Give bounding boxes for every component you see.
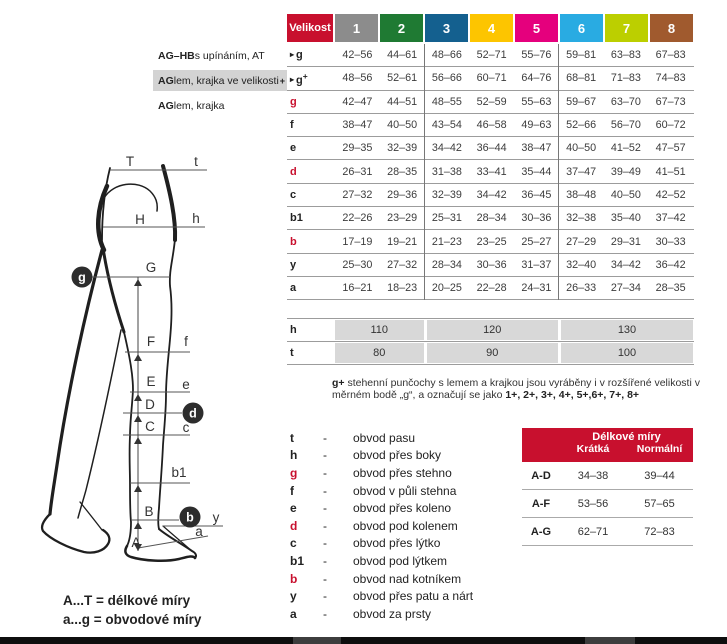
size-value-cell: 74–83 bbox=[655, 72, 686, 85]
size-value-cell: 16–21 bbox=[342, 282, 373, 295]
size-value-cell: 36–45 bbox=[521, 188, 552, 201]
summary-circumference: a...g = obvodové míry bbox=[63, 612, 202, 627]
diagram-label-H: H bbox=[135, 212, 145, 227]
size-value-cell: 37–42 bbox=[655, 212, 686, 225]
size-value-cell: 27–29 bbox=[566, 235, 597, 248]
diagram-label-y: y bbox=[212, 510, 220, 525]
far-foot-instep bbox=[80, 502, 102, 530]
size-header-8: 8 bbox=[650, 14, 693, 42]
legend-dash: - bbox=[323, 448, 327, 463]
legend-item bbox=[290, 499, 473, 517]
ht-value-cell: 90 bbox=[427, 343, 559, 363]
legend-dash: - bbox=[323, 501, 327, 516]
size-value-cell: 44–61 bbox=[387, 49, 418, 62]
size-value-cell: 68–81 bbox=[566, 72, 597, 85]
row-label: y bbox=[290, 258, 297, 271]
b-badge-letter: b bbox=[186, 510, 194, 525]
size-value-cell: 55–76 bbox=[521, 49, 552, 62]
legend-letter: e bbox=[290, 501, 297, 516]
row-label: t bbox=[290, 347, 294, 359]
product-label-text: lem, krajka bbox=[173, 99, 225, 112]
length-table-title: Délkové míry bbox=[592, 431, 661, 443]
length-table-row bbox=[522, 490, 693, 518]
size-table-row bbox=[287, 114, 694, 137]
size-value-cell: 23–25 bbox=[476, 235, 507, 248]
size-value-cell: 42–47 bbox=[342, 95, 373, 108]
thigh-back-contour bbox=[102, 168, 110, 240]
size-value-cell: 42–52 bbox=[655, 188, 686, 201]
legend-item bbox=[290, 464, 473, 482]
row-label: a bbox=[290, 282, 297, 295]
size-value-cell: 28–35 bbox=[387, 165, 418, 178]
length-table-header bbox=[522, 428, 693, 462]
size-table-row bbox=[287, 184, 694, 207]
ht-value-cell: 120 bbox=[427, 320, 559, 340]
legend-dash: - bbox=[323, 553, 327, 568]
size-value-cell: 21–23 bbox=[431, 235, 462, 248]
diagram-label-h: h bbox=[192, 211, 200, 226]
row-label: b1 bbox=[290, 212, 303, 225]
size-value-cell: 25–31 bbox=[431, 212, 462, 225]
thigh-lower-back bbox=[103, 248, 124, 332]
legend-letter: b bbox=[290, 571, 298, 586]
legend-item bbox=[290, 552, 473, 570]
size-value-cell: 46–58 bbox=[476, 119, 507, 132]
size-value-cell: 49–63 bbox=[521, 119, 552, 132]
triangle-marker-icon: ▸ bbox=[290, 50, 295, 60]
thigh-front-stroke bbox=[163, 166, 175, 240]
size-value-cell: 24–31 bbox=[521, 282, 552, 295]
size-table-row bbox=[287, 91, 694, 114]
diagram-label-A: A bbox=[131, 535, 141, 550]
row-label: e bbox=[290, 142, 297, 155]
diagram-label-c: c bbox=[182, 420, 190, 435]
size-value-cell: 48–56 bbox=[342, 72, 373, 85]
size-value-cell: 67–83 bbox=[655, 49, 686, 62]
bottom-edge-segment bbox=[293, 637, 341, 644]
legend-letter: g bbox=[290, 465, 298, 480]
legend-letter: t bbox=[290, 430, 294, 445]
legend-item bbox=[290, 517, 473, 535]
size-value-cell: 32–40 bbox=[566, 258, 597, 271]
size-table-row bbox=[287, 137, 694, 160]
legend-description: obvod v půli stehna bbox=[353, 483, 457, 498]
size-value-cell: 30–36 bbox=[521, 212, 552, 225]
size-value-cell: 67–73 bbox=[655, 95, 686, 108]
size-value-cell: 59–67 bbox=[566, 95, 597, 108]
size-value-cell: 23–29 bbox=[387, 212, 418, 225]
group-divider-line bbox=[424, 44, 425, 300]
size-value-cell: 55–63 bbox=[521, 95, 552, 108]
size-value-cell: 48–66 bbox=[431, 49, 462, 62]
triangle-marker-icon: ▸ bbox=[290, 75, 295, 85]
size-value-cell: 18–23 bbox=[387, 282, 418, 295]
legend-description: obvod přes lýtko bbox=[353, 536, 441, 551]
size-value-cell: 47–57 bbox=[655, 142, 686, 155]
legend-dash: - bbox=[323, 606, 327, 621]
size-value-cell: 26–33 bbox=[566, 282, 597, 295]
product-label-text: lem, krajka ve velikosti bbox=[173, 74, 279, 87]
size-value-cell: 39–49 bbox=[610, 165, 641, 178]
legend-letter: h bbox=[290, 448, 298, 463]
size-value-cell: 63–70 bbox=[610, 95, 641, 108]
size-value-cell: 40–50 bbox=[387, 119, 418, 132]
diagram-label-T: T bbox=[125, 154, 135, 169]
size-value-cell: 22–28 bbox=[476, 282, 507, 295]
length-short-value: 34–38 bbox=[577, 469, 609, 482]
measure-legend bbox=[290, 429, 473, 623]
size-value-cell: 52–66 bbox=[566, 119, 597, 132]
legend-letter: b1 bbox=[290, 553, 305, 568]
size-value-cell: 22–26 bbox=[342, 212, 373, 225]
legend-letter: f bbox=[290, 483, 294, 498]
size-value-cell: 37–47 bbox=[566, 165, 597, 178]
size-value-cell: 25–27 bbox=[521, 235, 552, 248]
gplus-note bbox=[332, 378, 710, 401]
legend-item bbox=[290, 570, 473, 588]
row-label: h bbox=[290, 324, 297, 336]
length-row-label: A-D bbox=[531, 469, 551, 482]
diagram-label-G: G bbox=[145, 260, 157, 275]
far-foot-contour bbox=[42, 514, 109, 553]
superscript-plus: + bbox=[279, 75, 286, 86]
legend-dash: - bbox=[323, 571, 327, 586]
size-value-cell: 41–52 bbox=[610, 142, 641, 155]
length-table-rows bbox=[522, 462, 693, 546]
product-label-text: s upínáním, AT bbox=[194, 49, 265, 62]
size-value-cell: 31–37 bbox=[521, 258, 552, 271]
size-header-1: 1 bbox=[335, 14, 378, 42]
row-label: c bbox=[290, 188, 297, 201]
size-value-cell: 59–81 bbox=[566, 49, 597, 62]
summary-length: A...T = délkové míry bbox=[63, 593, 191, 608]
size-value-cell: 27–34 bbox=[610, 282, 641, 295]
bottom-page-edge bbox=[0, 637, 727, 644]
length-normal-value: 72–83 bbox=[644, 525, 675, 538]
ht-table-row bbox=[287, 319, 694, 342]
size-table-body bbox=[287, 44, 694, 300]
size-value-cell: 40–50 bbox=[610, 188, 641, 201]
size-value-cell: 28–34 bbox=[431, 258, 462, 271]
legend-description: obvod za prsty bbox=[353, 606, 432, 621]
size-value-cell: 52–71 bbox=[476, 49, 507, 62]
size-value-cell: 36–44 bbox=[476, 142, 507, 155]
diagram-label-a: a bbox=[195, 524, 203, 539]
leg-diagram-svg bbox=[20, 140, 290, 600]
size-value-cell: 29–31 bbox=[610, 235, 641, 248]
d-badge-letter: d bbox=[189, 406, 197, 421]
length-table-row bbox=[522, 462, 693, 490]
ht-value-cell: 80 bbox=[335, 343, 424, 363]
product-label bbox=[153, 95, 293, 116]
leg-diagram bbox=[20, 140, 290, 605]
size-value-cell: 30–33 bbox=[655, 235, 686, 248]
size-value-cell: 28–35 bbox=[655, 282, 686, 295]
length-normal-value: 39–44 bbox=[644, 469, 675, 482]
diagram-label-F: F bbox=[146, 334, 156, 349]
size-value-cell: 17–19 bbox=[342, 235, 373, 248]
group-divider-line bbox=[558, 44, 559, 300]
diagram-label-D: D bbox=[145, 397, 155, 412]
legend-description: obvod pod kolenem bbox=[353, 518, 458, 533]
legend-item bbox=[290, 447, 473, 465]
size-value-cell: 32–38 bbox=[566, 212, 597, 225]
legend-item bbox=[290, 605, 473, 623]
size-value-cell: 64–76 bbox=[521, 72, 552, 85]
size-table-header bbox=[287, 14, 694, 42]
size-header-7: 7 bbox=[605, 14, 648, 42]
size-value-cell: 27–32 bbox=[342, 188, 373, 201]
calf-back-contour bbox=[124, 332, 133, 546]
hip-arc bbox=[104, 184, 157, 211]
size-value-cell: 38–47 bbox=[342, 119, 373, 132]
size-header-6: 6 bbox=[560, 14, 603, 42]
size-value-cell: 33–41 bbox=[476, 165, 507, 178]
length-row-label: A-G bbox=[530, 525, 552, 538]
diagram-label-C: C bbox=[145, 419, 155, 434]
length-short-value: 53–56 bbox=[577, 497, 609, 510]
product-label bbox=[153, 45, 293, 66]
size-value-cell: 34–42 bbox=[476, 188, 507, 201]
legend-dash: - bbox=[323, 465, 327, 480]
size-value-cell: 29–35 bbox=[342, 142, 373, 155]
size-table-row bbox=[287, 160, 694, 183]
size-value-cell: 63–83 bbox=[610, 49, 641, 62]
note-bold-sizes: 1+, 2+, 3+, 4+, 5+,6+, 7+, 8+ bbox=[505, 388, 640, 401]
size-value-cell: 60–71 bbox=[476, 72, 507, 85]
note-text: stehenní punčochy s lemem a krajkou jsou vyráběny i v rozšířené velikosti v měrném bodě „g“, a označují se jako bbox=[332, 377, 700, 401]
diagram-label-B: B bbox=[144, 504, 154, 519]
size-header-label: Velikost bbox=[287, 14, 333, 42]
ht-value-cell: 100 bbox=[561, 343, 693, 363]
length-table-row bbox=[522, 518, 693, 546]
size-value-cell: 38–47 bbox=[521, 142, 552, 155]
legend-letter: d bbox=[290, 518, 298, 533]
size-value-cell: 34–42 bbox=[431, 142, 462, 155]
size-value-cell: 26–31 bbox=[342, 165, 373, 178]
ht-table-row bbox=[287, 342, 694, 365]
size-table-row bbox=[287, 67, 694, 90]
diagram-label-e: e bbox=[182, 377, 190, 392]
length-row-label: A-F bbox=[531, 497, 551, 510]
legend-description: obvod pod lýtkem bbox=[353, 553, 448, 568]
length-short-value: 62–71 bbox=[577, 525, 609, 538]
size-value-cell: 25–30 bbox=[342, 258, 373, 271]
size-header-5: 5 bbox=[515, 14, 558, 42]
size-table-row bbox=[287, 230, 694, 253]
size-value-cell: 29–36 bbox=[387, 188, 418, 201]
legend-item bbox=[290, 587, 473, 605]
diagram-label-t: t bbox=[194, 154, 198, 169]
legend-dash: - bbox=[323, 536, 327, 551]
far-leg-front-contour bbox=[78, 330, 121, 518]
row-label: b bbox=[290, 235, 297, 248]
product-label bbox=[153, 70, 287, 91]
size-value-cell: 32–39 bbox=[387, 142, 418, 155]
legend-letter: a bbox=[290, 606, 297, 621]
leg-front-contour bbox=[158, 239, 175, 529]
legend-description: obvod pasu bbox=[353, 430, 416, 445]
size-value-cell: 38–48 bbox=[566, 188, 597, 201]
legend-item bbox=[290, 482, 473, 500]
size-value-cell: 34–42 bbox=[610, 258, 641, 271]
row-label: ▸ g bbox=[290, 49, 303, 62]
size-value-cell: 31–38 bbox=[431, 165, 462, 178]
row-label: d bbox=[290, 165, 297, 178]
size-value-cell: 41–51 bbox=[655, 165, 686, 178]
g-badge-letter: g bbox=[78, 270, 86, 285]
row-label: g bbox=[290, 95, 297, 108]
size-value-cell: 48–55 bbox=[431, 95, 462, 108]
legend-description: obvod přes boky bbox=[353, 448, 442, 463]
size-table-row bbox=[287, 44, 694, 67]
size-table-row bbox=[287, 207, 694, 230]
size-header-3: 3 bbox=[425, 14, 468, 42]
ht-value-cell: 110 bbox=[335, 320, 424, 340]
size-value-cell: 40–50 bbox=[566, 142, 597, 155]
size-value-cell: 36–42 bbox=[655, 258, 686, 271]
length-col-normal: Normální bbox=[636, 443, 683, 455]
size-value-cell: 20–25 bbox=[431, 282, 462, 295]
size-value-cell: 43–54 bbox=[431, 119, 462, 132]
product-label-bold: AG bbox=[158, 74, 174, 87]
far-leg-back-sweep bbox=[50, 250, 102, 514]
size-value-cell: 71–83 bbox=[610, 72, 641, 85]
legend-description: obvod přes patu a nárt bbox=[353, 589, 474, 604]
product-label-bold: AG–HB bbox=[158, 49, 195, 62]
size-value-cell: 44–51 bbox=[387, 95, 418, 108]
legend-description: obvod přes stehno bbox=[353, 465, 452, 480]
size-value-cell: 60–72 bbox=[655, 119, 686, 132]
size-header-2: 2 bbox=[380, 14, 423, 42]
row-label: ▸ g+ bbox=[290, 70, 308, 87]
length-col-spacer bbox=[522, 443, 560, 455]
legend-letter: y bbox=[290, 589, 297, 604]
legend-item bbox=[290, 535, 473, 553]
size-value-cell: 42–56 bbox=[342, 49, 373, 62]
size-table bbox=[287, 14, 694, 300]
size-value-cell: 32–39 bbox=[431, 188, 462, 201]
size-value-cell: 56–70 bbox=[610, 119, 641, 132]
diagram-label-b1: b1 bbox=[171, 465, 187, 480]
legend-item bbox=[290, 429, 473, 447]
size-header-4: 4 bbox=[470, 14, 513, 42]
superscript-plus: + bbox=[302, 70, 308, 81]
size-value-cell: 35–40 bbox=[610, 212, 641, 225]
length-normal-value: 57–65 bbox=[644, 497, 675, 510]
product-label-bold: AG bbox=[158, 99, 174, 112]
legend-dash: - bbox=[323, 518, 327, 533]
length-measures-table bbox=[522, 428, 693, 546]
size-table-row bbox=[287, 277, 694, 300]
note-bold-lead: g+ bbox=[332, 377, 345, 389]
bottom-edge-segment bbox=[585, 637, 635, 644]
legend-dash: - bbox=[323, 589, 327, 604]
size-value-cell: 52–59 bbox=[476, 95, 507, 108]
size-value-cell: 56–66 bbox=[431, 72, 462, 85]
legend-description: obvod přes koleno bbox=[353, 501, 452, 516]
legend-letter: c bbox=[290, 536, 297, 551]
size-value-cell: 27–32 bbox=[387, 258, 418, 271]
legend-dash: - bbox=[323, 430, 327, 445]
legend-dash: - bbox=[323, 483, 327, 498]
product-labels bbox=[153, 45, 293, 120]
length-col-short: Krátká bbox=[576, 443, 610, 455]
diagram-label-f: f bbox=[184, 334, 188, 349]
diagram-label-E: E bbox=[146, 374, 156, 389]
size-value-cell: 30–36 bbox=[476, 258, 507, 271]
size-value-cell: 52–61 bbox=[387, 72, 418, 85]
row-label: f bbox=[290, 119, 294, 132]
height-weight-table bbox=[287, 318, 694, 365]
ht-value-cell: 130 bbox=[561, 320, 693, 340]
legend-description: obvod nad kotníkem bbox=[353, 571, 462, 586]
size-value-cell: 19–21 bbox=[387, 235, 418, 248]
size-value-cell: 35–44 bbox=[521, 165, 552, 178]
size-table-row bbox=[287, 254, 694, 277]
size-value-cell: 28–34 bbox=[476, 212, 507, 225]
